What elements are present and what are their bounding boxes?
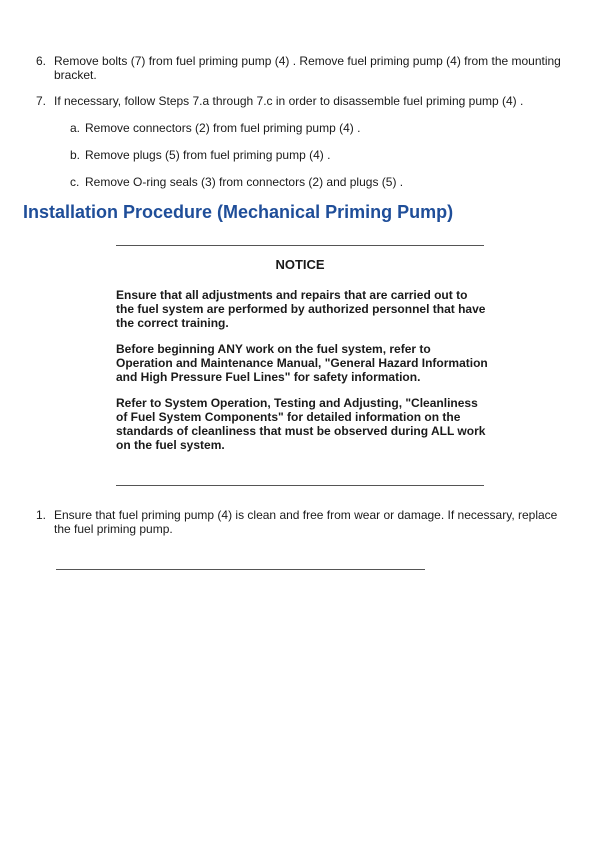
removal-steps-list	[36, 54, 576, 201]
step-6	[36, 54, 576, 82]
step-text: Ensure that fuel priming pump (4) is clean and free from wear or damage. If necessary, replace the fuel priming pump.	[54, 508, 558, 536]
substeps-list	[54, 121, 576, 189]
substep-text: Remove connectors (2) from fuel priming pump (4) .	[85, 121, 361, 135]
notice-paragraph: Ensure that all adjustments and repairs that are carried out to the fuel system are performed by authorized personnel that have the correct training.	[116, 288, 486, 330]
installation-steps-list	[36, 508, 576, 548]
notice-bottom-rule	[116, 485, 484, 486]
step-number: 6.	[36, 54, 47, 68]
substep-text: Remove plugs (5) from fuel priming pump (4) .	[85, 148, 331, 162]
section-heading: Installation Procedure (Mechanical Priming Pump)	[23, 202, 454, 222]
step-number: 1.	[36, 508, 47, 522]
substep-a	[70, 121, 576, 135]
install-step-1	[36, 508, 576, 536]
substep-letter: a.	[70, 121, 81, 135]
substep-c	[70, 175, 576, 189]
substep-letter: b.	[70, 148, 81, 162]
step-text: Remove bolts (7) from fuel priming pump (4) . Remove fuel priming pump (4) from the mounting bracket.	[54, 54, 561, 82]
step-number: 7.	[36, 94, 47, 108]
substep-text: Remove O-ring seals (3) from connectors (2) and plugs (5) .	[85, 175, 404, 189]
notice-paragraph: Before beginning ANY work on the fuel system, refer to Operation and Maintenance Manual, "General Hazard Information and High Pressure Fuel Lines" for safety information.	[116, 342, 488, 384]
notice-title: NOTICE	[275, 257, 325, 272]
step-text: If necessary, follow Steps 7.a through 7.c in order to disassemble fuel priming pump (4) .	[54, 94, 524, 108]
notice-paragraph: Refer to System Operation, Testing and Adjusting, "Cleanliness of Fuel System Components" for detailed information on the standards of cleanliness that must be observed during ALL work on the fuel system.	[116, 396, 486, 452]
substep-b	[70, 148, 576, 162]
substep-letter: c.	[70, 175, 80, 189]
end-divider	[56, 569, 425, 570]
notice-top-rule	[116, 245, 484, 246]
notice-body	[116, 288, 488, 464]
step-7	[36, 94, 576, 189]
